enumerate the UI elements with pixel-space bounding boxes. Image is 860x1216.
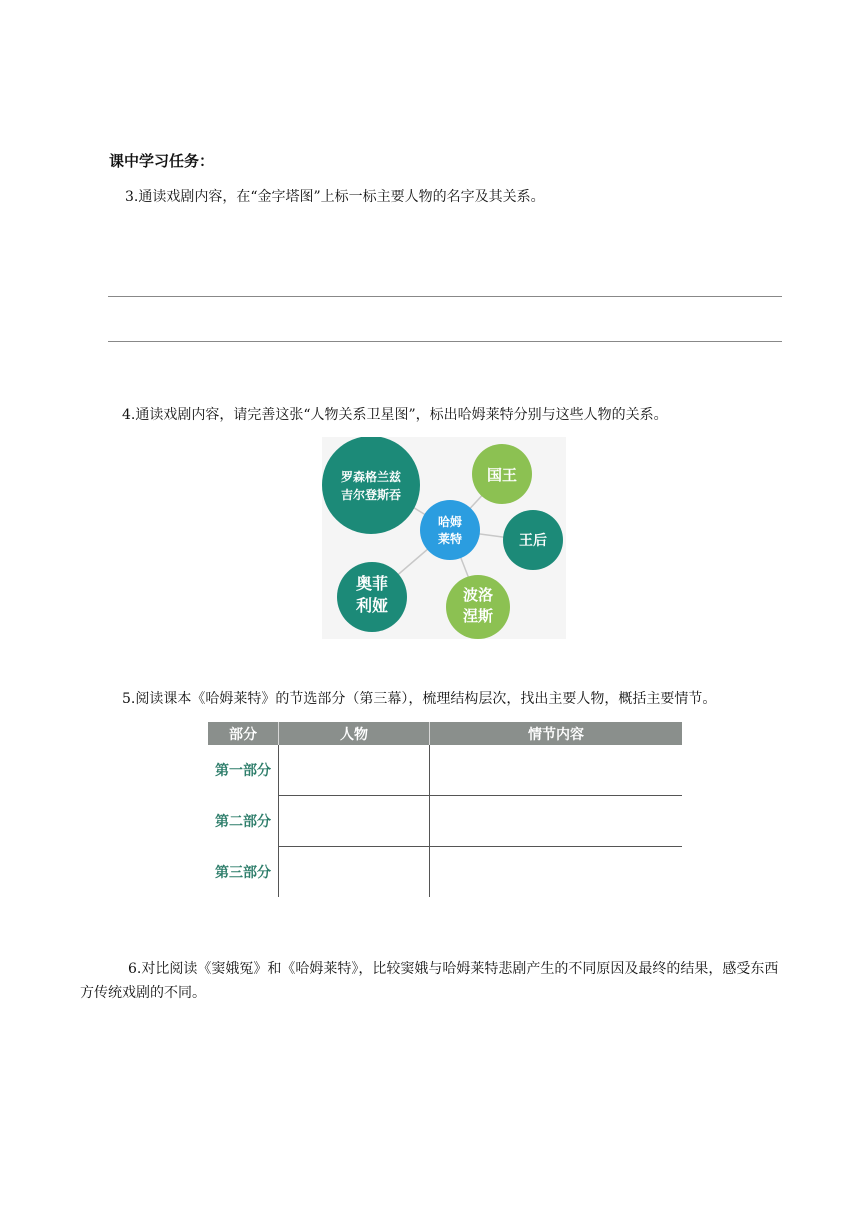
row-plot-cell[interactable]	[430, 847, 683, 898]
node-ophelia-line1: 奥菲	[355, 574, 389, 593]
node-rosencrantz-line1: 罗森格兰兹	[340, 470, 402, 484]
section-heading: 课中学习任务：	[109, 152, 215, 170]
header-people: 人物	[279, 722, 430, 745]
character-relationship-diagram	[322, 437, 566, 639]
answer-line-1	[108, 296, 782, 297]
row-people-cell[interactable]	[279, 847, 430, 898]
row-people-cell[interactable]	[279, 796, 430, 847]
plot-structure-table	[208, 722, 682, 894]
question-3: 3.通读戏剧内容，在“金字塔图”上标一标主要人物的名字及其关系。	[125, 189, 545, 205]
header-plot: 情节内容	[430, 722, 683, 745]
node-polonius-line2: 涅斯	[462, 607, 494, 625]
row-people-cell[interactable]	[279, 745, 430, 796]
center-line1: 哈姆	[437, 515, 463, 529]
row-part-label: 第三部分	[215, 864, 271, 881]
row-part-label: 第一部分	[215, 763, 271, 780]
node-queen-label: 王后	[519, 533, 547, 549]
node-ophelia-line2: 利娅	[355, 596, 389, 615]
node-queen	[503, 510, 563, 570]
node-ophelia	[337, 562, 407, 632]
node-rosencrantz-line2: 吉尔登斯吞	[340, 488, 402, 502]
center-line2: 莱特	[437, 532, 463, 546]
node-king	[472, 444, 532, 504]
table-row	[208, 796, 682, 847]
row-plot-cell[interactable]	[430, 745, 683, 796]
table-header-row	[208, 722, 682, 745]
row-plot-cell[interactable]	[430, 796, 683, 847]
answer-line-2	[108, 341, 782, 342]
question-5: 5.阅读课本《哈姆莱特》的节选部分（第三幕），梳理结构层次，找出主要人物，概括主要情节。	[122, 691, 717, 707]
header-part: 部分	[208, 722, 279, 745]
diagram-svg	[322, 437, 566, 639]
node-hamlet-center	[420, 500, 480, 560]
node-polonius	[446, 575, 510, 639]
table-row	[208, 847, 682, 898]
table-row	[208, 745, 682, 796]
question-6: 6.对比阅读《窦娥冤》和《哈姆莱特》，比较窦娥与哈姆莱特悲剧产生的不同原因及最终的结果，感受东西方传统戏剧的不同。	[80, 961, 779, 1001]
question-4: 4.通读戏剧内容，请完善这张“人物关系卫星图”，标出哈姆莱特分别与这些人物的关系。	[122, 407, 668, 423]
node-king-label: 国王	[486, 466, 518, 484]
node-rosencrantz	[322, 437, 420, 534]
row-part-label: 第二部分	[215, 814, 271, 830]
node-polonius-line1: 波洛	[462, 586, 494, 604]
